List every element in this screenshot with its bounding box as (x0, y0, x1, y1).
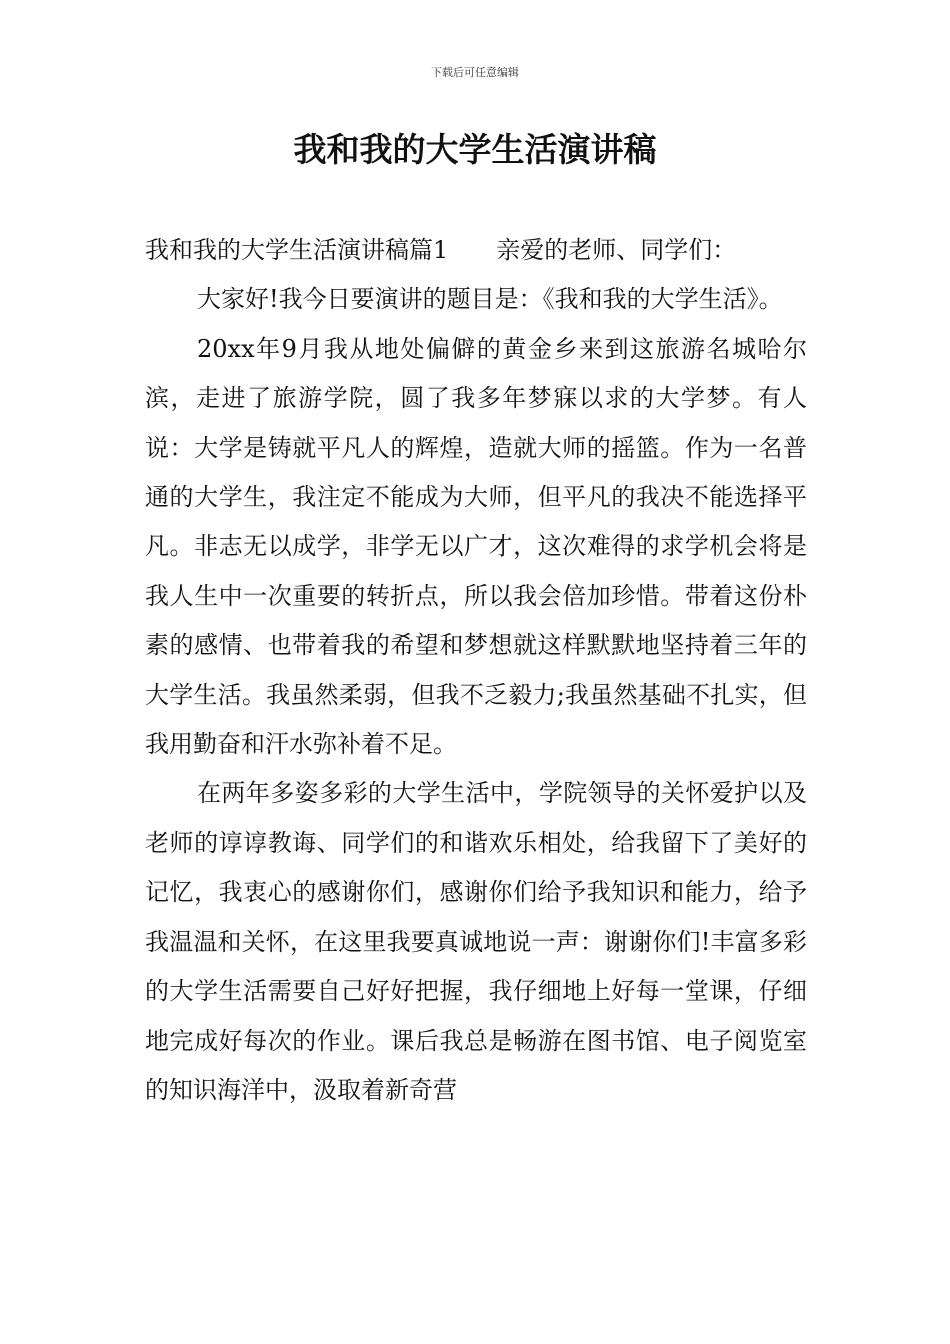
document-body (145, 226, 807, 1115)
paragraph-arrival: 20xx年9月我从地处偏僻的黄金乡来到这旅游名城哈尔滨，走进了旅游学院，圆了我多年梦寐以求的大学梦。有人说：大学是铸就平凡人的辉煌，造就大师的摇篮。作为一名普通的大学生，我注定不能成为大师，但平凡的我决不能选择平凡。非志无以成学，非学无以广才，这次难得的求学机会将是我人生中一次重要的转折点，所以我会倍加珍惜。带着这份朴素的感情、也带着我的希望和梦想就这样默默地坚持着三年的大学生活。我虽然柔弱，但我不乏毅力;我虽然基础不扎实，但我用勤奋和汗水弥补着不足。 (145, 334, 807, 759)
paragraph-greeting: 大家好!我今日要演讲的题目是：《我和我的大学生活》。 (197, 285, 783, 314)
paragraph-college-life: 在两年多姿多彩的大学生活中，学院领导的关怀爱护以及老师的谆谆教诲、同学们的和谐欢乐相处，给我留下了美好的记忆，我衷心的感谢你们，感谢你们给予我知识和能力，给予我温温和关怀，在这里我要真诚地说一声：谢谢你们!丰富多彩的大学生活需要自己好好把握，我仔细地上好每一堂课，仔细地完成好每次的作业。课后我总是畅游在图书馆、电子阅览室的知识海洋中，汲取着新奇营 (145, 779, 807, 1104)
paragraph-intro: 我和我的大学生活演讲稿篇1 亲爱的老师、同学们： (145, 236, 737, 264)
document-title: 我和我的大学生活演讲稿 (293, 130, 657, 169)
header-note: 下载后可任意编辑 (431, 66, 519, 79)
